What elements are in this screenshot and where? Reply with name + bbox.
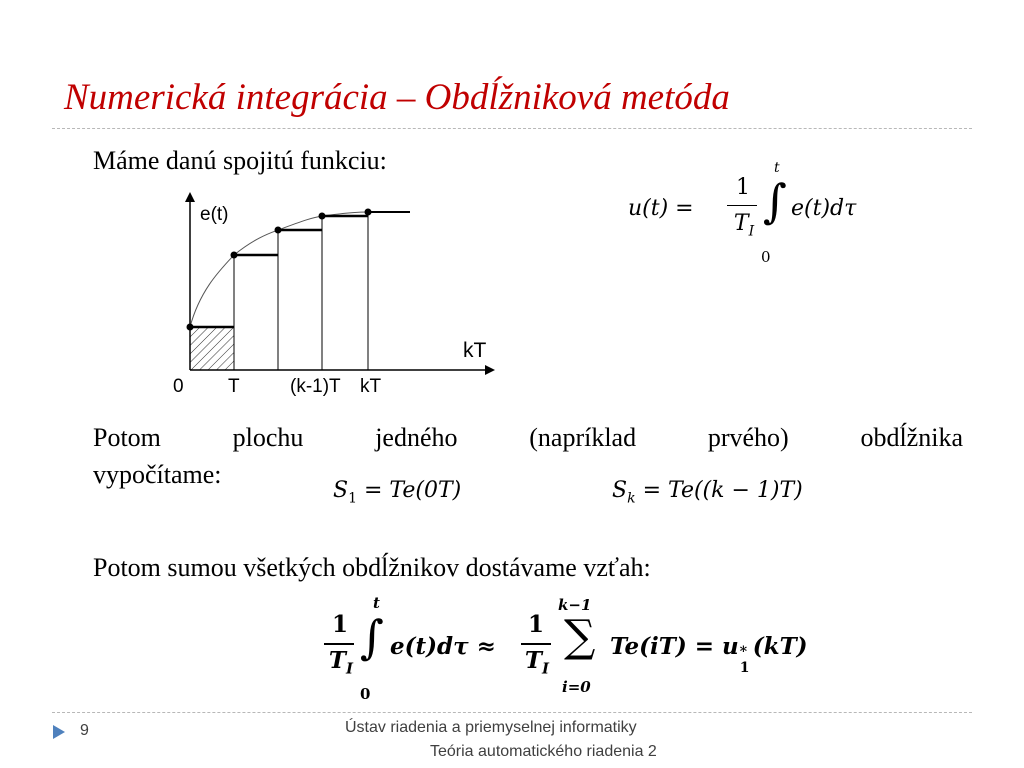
page-number: 9 (80, 722, 89, 739)
tick-label-T: T (228, 376, 240, 397)
formula-u-num: 1 (736, 175, 750, 200)
formula-sum-den-1: T (328, 647, 347, 674)
tick-label-kT: kT (360, 376, 382, 397)
slide-title: Numerická integrácia – Obdĺžniková metóda (64, 77, 730, 118)
title-separator (52, 128, 972, 129)
formula-s1: $S_1 = Te(0T)$ (333, 478, 462, 507)
hatched-first-rectangle (190, 327, 234, 370)
formula-u-den-sub: I (748, 223, 755, 240)
sample-point (365, 209, 372, 216)
integral-sign-sum: ∫ (360, 610, 384, 664)
formula-sum-den-2: T (524, 647, 543, 674)
formula-sum-num-1: 1 (331, 611, 348, 638)
formula-sum-den-sub-2: I (542, 659, 550, 678)
tick-label-0: 0 (173, 376, 184, 397)
footer-line-1: Ústav riadenia a priemyselnej informatiky (345, 719, 637, 736)
sample-point (231, 252, 238, 259)
summation-sign: ∑ (564, 611, 596, 662)
x-axis-label: kT (463, 339, 487, 362)
footer-line-2: Teória automatického riadenia 2 (430, 743, 657, 760)
formula-u-integrand: e(t)dτ (791, 196, 857, 221)
formula-sum-sum-upper: k−1 (558, 596, 592, 614)
rectangle-method-graph (150, 190, 510, 400)
y-axis-label: e(t) (200, 204, 229, 225)
formula-sum-summand: Te(iT) = u * 1 (kT) (610, 633, 808, 676)
paragraph-2-line-2: vypočítame: (93, 460, 222, 489)
formula-sum-int-upper: t (373, 594, 380, 612)
y-axis-arrow (185, 192, 195, 202)
formula-sum-sum-lower: i=0 (562, 678, 591, 696)
formula-sum-den-sub-1: I (346, 659, 354, 678)
formula-u (628, 160, 908, 270)
formula-u-upper: t (774, 160, 780, 176)
formula-sum-integrand: e(t)dτ ≈ (390, 633, 496, 660)
sample-point (275, 227, 282, 234)
integral-sign: ∫ (763, 174, 787, 228)
formula-u-den: T (733, 211, 749, 236)
formula-u-lhs: u(t) = (628, 196, 694, 221)
formula-u-lower: 0 (761, 248, 771, 266)
intro-text: Máme danú spojitú funkciu: (93, 146, 387, 175)
sample-point (187, 324, 194, 331)
paragraph-2-line-1: Potom plochu jedného (napríklad prvého) obdĺžnika (93, 423, 963, 452)
x-axis-arrow (485, 365, 495, 375)
formula-sum-num-2: 1 (527, 611, 544, 638)
footer-separator (52, 712, 972, 713)
formula-sum-int-lower: 0 (360, 685, 371, 703)
triangle-bullet-icon (52, 724, 66, 740)
tick-label-k1T: (k-1)T (290, 376, 341, 397)
sample-point (319, 213, 326, 220)
formula-sum (318, 593, 858, 708)
paragraph-3: Potom sumou všetkých obdĺžnikov dostávame vzťah: (93, 553, 651, 582)
formula-sk: $S_k = Te((k - 1)T)$ (612, 478, 803, 507)
